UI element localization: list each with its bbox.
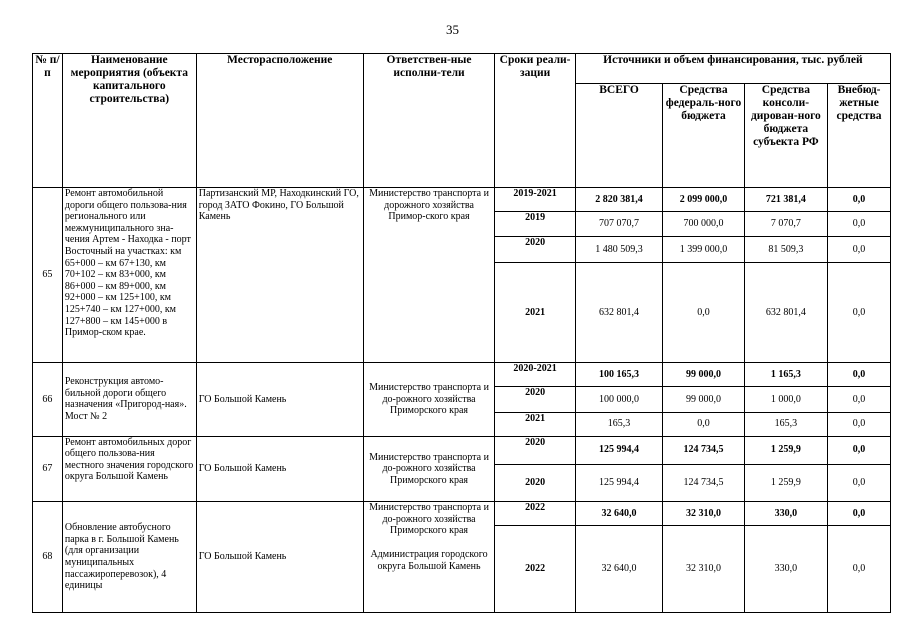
cell-federal: 99 000,0 [663, 387, 744, 412]
cell-total: 632 801,4 [575, 262, 663, 363]
cell-year: 2020-2021 [495, 363, 575, 387]
row-number: 68 [33, 502, 63, 613]
cell-total: 1 480 509,3 [575, 237, 663, 262]
row-number: 67 [33, 436, 63, 501]
cell-regional: 1 000,0 [744, 387, 827, 412]
cell-total: 32 640,0 [575, 526, 663, 613]
table-row [33, 436, 891, 464]
executor-administration: Администрация городского округа Большой Камень [370, 548, 488, 572]
cell-extra: 0,0 [828, 237, 891, 262]
row-name: Реконструкция автомо-бильной дороги общего назначения «Пригород-ная». Мост № 2 [62, 363, 196, 436]
cell-total: 2 820 381,4 [575, 188, 663, 212]
row-number: 65 [33, 188, 63, 363]
row-location: Партизанский МР, Находкинский ГО, город ЗАТО Фокино, ГО Большой Камень [196, 188, 363, 363]
cell-extra: 0,0 [828, 412, 891, 436]
header-executors: Ответствен-ные исполни-тели [363, 54, 495, 188]
cell-federal: 124 734,5 [663, 464, 744, 501]
row-location: ГО Большой Камень [196, 502, 363, 613]
row-name: Обновление автобусного парка в г. Большой Камень (для организации муниципальных пассажироперевозок), 4 единицы [62, 502, 196, 613]
row-name: Ремонт автомобильных дорог общего пользова-ния местного значения городского округа Большой Камень [62, 436, 196, 501]
cell-total: 125 994,4 [575, 436, 663, 464]
cell-federal: 0,0 [663, 412, 744, 436]
cell-regional: 330,0 [744, 502, 827, 526]
cell-total: 165,3 [575, 412, 663, 436]
cell-total: 100 000,0 [575, 387, 663, 412]
row-location: ГО Большой Камень [196, 363, 363, 436]
cell-regional: 165,3 [744, 412, 827, 436]
cell-year: 2020 [495, 464, 575, 501]
cell-year: 2021 [495, 262, 575, 363]
cell-total: 32 640,0 [575, 502, 663, 526]
executor-ministry: Министерство транспорта и до-рожного хозяйства Приморского края [369, 502, 489, 537]
table-row [33, 502, 891, 526]
row-executor [363, 502, 495, 613]
cell-year: 2019 [495, 212, 575, 237]
row-location: ГО Большой Камень [196, 436, 363, 501]
cell-federal: 700 000,0 [663, 212, 744, 237]
cell-extra: 0,0 [828, 387, 891, 412]
cell-extra: 0,0 [828, 464, 891, 501]
row-number: 66 [33, 363, 63, 436]
header-name: Наименование мероприятия (объекта капитального строительства) [62, 54, 196, 188]
cell-regional: 1 259,9 [744, 464, 827, 501]
cell-federal: 32 310,0 [663, 526, 744, 613]
row-executor: Министерство транспорта и до-рожного хозяйства Приморского края [363, 363, 495, 436]
cell-year: 2022 [495, 502, 575, 526]
cell-regional: 330,0 [744, 526, 827, 613]
cell-regional: 1 165,3 [744, 363, 827, 387]
cell-extra: 0,0 [828, 212, 891, 237]
cell-federal: 1 399 000,0 [663, 237, 744, 262]
cell-extra: 0,0 [828, 188, 891, 212]
cell-year: 2022 [495, 526, 575, 613]
header-terms: Сроки реали-зации [495, 54, 575, 188]
cell-regional: 632 801,4 [744, 262, 827, 363]
cell-federal: 32 310,0 [663, 502, 744, 526]
table-row [33, 363, 891, 387]
cell-total: 125 994,4 [575, 464, 663, 501]
header-location: Месторасположение [196, 54, 363, 188]
cell-federal: 2 099 000,0 [663, 188, 744, 212]
header-total: ВСЕГО [575, 84, 663, 188]
cell-regional: 1 259,9 [744, 436, 827, 464]
page-number: 35 [446, 22, 459, 37]
cell-regional: 7 070,7 [744, 212, 827, 237]
cell-federal: 0,0 [663, 262, 744, 363]
cell-year: 2019-2021 [495, 188, 575, 212]
header-extra: Внебюд-жетные средства [828, 84, 891, 188]
cell-year: 2020 [495, 436, 575, 464]
cell-year: 2021 [495, 412, 575, 436]
row-executor: Министерство транспорта и до-рожного хозяйства Приморского края [363, 436, 495, 501]
cell-total: 100 165,3 [575, 363, 663, 387]
header-sources: Источники и объем финансирования, тыс. рублей [575, 54, 890, 84]
cell-federal: 99 000,0 [663, 363, 744, 387]
header-regional: Средства консоли-дирован-ного бюджета субъекта РФ [744, 84, 827, 188]
cell-extra: 0,0 [828, 436, 891, 464]
cell-federal: 124 734,5 [663, 436, 744, 464]
cell-extra: 0,0 [828, 262, 891, 363]
cell-year: 2020 [495, 387, 575, 412]
header-num: № п/п [33, 54, 63, 188]
cell-extra: 0,0 [828, 363, 891, 387]
cell-total: 707 070,7 [575, 212, 663, 237]
financing-table [32, 53, 891, 613]
cell-extra: 0,0 [828, 526, 891, 613]
cell-regional: 721 381,4 [744, 188, 827, 212]
cell-year: 2020 [495, 237, 575, 262]
cell-regional: 81 509,3 [744, 237, 827, 262]
header-federal: Средства федераль-ного бюджета [663, 84, 744, 188]
row-executor: Министерство транспорта и дорожного хозяйства Примор-ского края [363, 188, 495, 363]
table-row [33, 188, 891, 212]
cell-extra: 0,0 [828, 502, 891, 526]
row-name: Ремонт автомобильной дороги общего пользова-ния регионального или межмуниципального зна-чения Артем - Находка - порт Восточный на участках: км 65+000 – км 67+130, км 70+102 – км 83+000, км 86+000 – км 89+000, км 92+000 – км 125+100, км 125+740 – км 127+000, км 127+800 – км 145+000 в Примор-ском крае. [62, 188, 196, 363]
